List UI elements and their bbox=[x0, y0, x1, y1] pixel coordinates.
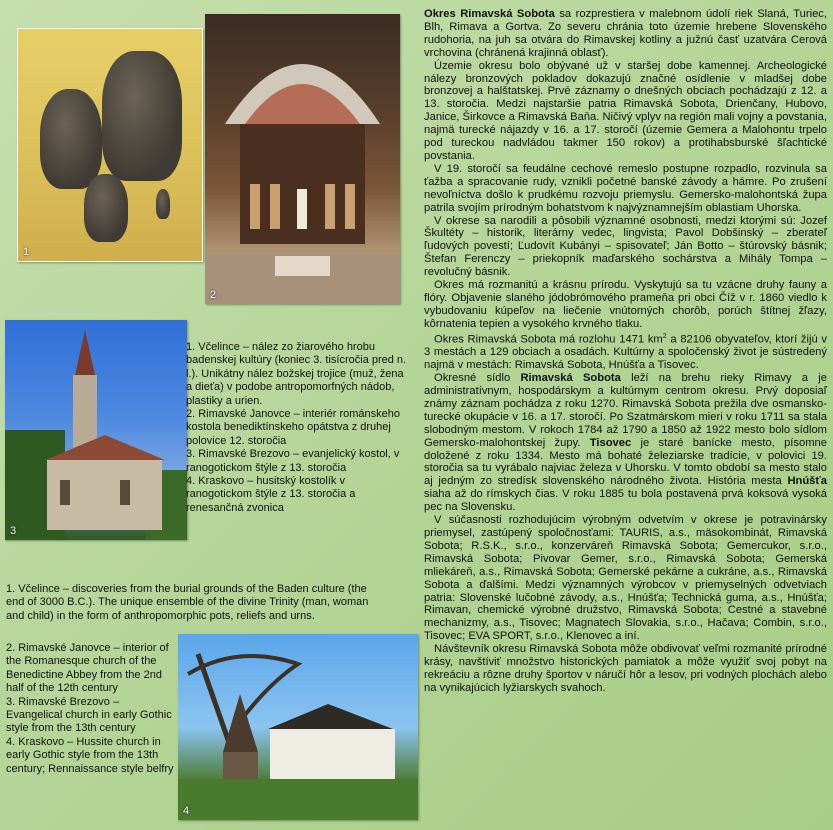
caption-en-2: 2. Rimavské Janovce – interior of the Romanesque church of the Benedictine Abbey from the 2nd half of the 12th century bbox=[6, 642, 169, 695]
towns-text: Okresné sídlo bbox=[434, 372, 521, 385]
photo-church-interior bbox=[205, 14, 400, 304]
towns-text-3: je staré banícke mesto, písomne doložené z roku 1334. Mesto má bohaté železiarske tradície, v polovici 19. storočia sa tu vyrábalo najviac železa v Uhorsku. V tomto období sa mesto stalo aj jedným zo stredísk slovenského národného života. História mesta bbox=[424, 436, 827, 488]
church-illustration bbox=[5, 320, 187, 540]
paragraph-area bbox=[424, 331, 827, 372]
town-tisovec: Tisovec bbox=[589, 436, 632, 449]
paragraph-intro bbox=[424, 8, 827, 60]
article-text bbox=[424, 8, 827, 695]
captions-english bbox=[6, 642, 174, 776]
paragraph-19th-century: V 19. storočí sa feudálne cechové remeslo postupne rozpadlo, rozvinula sa ťažba a spracovanie rudy, vznikli početné banské závody a hámre. Po zrušení nevoľníctva došlo k prudkému rozvoju priemyslu. Gemersko-malohontská župa patrila svojím prírodným bohatstvom k najvýznamnejším oblastiam Uhorska. bbox=[424, 162, 827, 214]
paragraph-towns bbox=[424, 372, 827, 514]
caption-sk-1: 1. Včelince – nález zo žiarového hrobu badenskej kultúry (koniec 3. tisícročia pred n. l.). Unikátny nález božskej trojice (muž, žena a dieťa) v podobe antropomorfných nádob, plastiky a urien. bbox=[186, 341, 407, 407]
photo-church-brezovo bbox=[5, 320, 187, 540]
interior-illustration bbox=[205, 14, 400, 304]
caption-sk-2: 2. Rimavské Janovce – interiér románskeho kostola benediktínskeho opátstva z druhej polovice 12. storočia bbox=[186, 408, 400, 447]
towns-text-4: siaha až do rímskych čias. V roku 1885 tu bola postavená prvá koksová vysoká pec na Slovensku. bbox=[424, 488, 827, 514]
photo-church-kraskovo bbox=[178, 634, 418, 820]
caption-sk-3: 3. Rimavské Brezovo – evanjelický kostol, v ranogotickom štýle z 13. storočia bbox=[186, 448, 400, 474]
caption-sk-4: 4. Kraskovo – husitský kostolík v ranogotickom štýle z 13. storočia a renesančná zvonica bbox=[186, 475, 356, 514]
caption-en-1: 1. Včelince – discoveries from the burial grounds of the Baden culture (the end of 3000 B.C.). The unique ensemble of the divine Trinity (man, woman and child) in the form of anthropomorphic pots, reliefs and urns. bbox=[6, 583, 369, 622]
intro-text: sa rozprestiera v malebnom údolí riek Slaná, Turiec, Blh, Rimava a Gortva. Zo severu chránia toto územie hrebene Slovenského rudohoria, na juh sa otvára do Rimavskej kotliny a južnú časť uzatvára Cerová vrchovina (chránená krajinná oblasť). bbox=[424, 8, 827, 59]
paragraph-nature: Okres má rozmanitú a krásnu prírodu. Vyskytujú sa tu vzácne druhy fauny a flóry. Objavenie slaného jódobrómového prameňa pri obci Číž v r. 1860 viedlo k vybudovaniu kúpeľov na liečenie vnútorných chorôb, porúch štítnej žľazy, kôrnatenia tepien a vysokého krvného tlaku. bbox=[424, 279, 827, 330]
paragraph-history: Územie okresu bolo obývané už v staršej dobe kamennej. Archeologické nálezy bronzových pokladov dokazujú značné osídlenie v mladšej dobe bronzovej a halštatskej. Prvé záznamy o dnešných obciach pochádzajú z 12. a 13. storočia. Medzi najstaršie patria Rimavská Sobota, Drienčany, Hubovo, Janice, Širkovce a Rimavská Baňa. Ničivý vplyv na región mali vojny a povstania, najmä turecké nájazdy v 16. a 17. storočí (územie Gemera a Malohontu trpelo pod tureckou nadvládou takmer 150 rokov) a protihabsburské šľachtické povstania. bbox=[424, 59, 827, 162]
figurine-child bbox=[84, 174, 128, 242]
captions-slovak bbox=[186, 341, 411, 515]
towns-text-2: leží na brehu rieky Rimavy a je administratívnym, hospodárskym a kultúrnym centrom okresu. Prvý doposiaľ známy záznam pochádza z roku 1270. Rimavská Sobota prežila dve osmansko-turecké okupácie v 16. a 17. storočí. Po Szatmárskom mieri v roku 1711 sa stala slobodným mestom. V rokoch 1784 až 1790 a 1850 až 1922 mesto bolo sídlom Gemersko-malohontskej župy. bbox=[424, 372, 827, 449]
figurine-woman bbox=[102, 51, 182, 181]
district-name: Okres Rimavská Sobota bbox=[424, 8, 555, 20]
figurine-man bbox=[40, 89, 102, 189]
photo-figurines bbox=[17, 28, 203, 262]
photo-number: 1 bbox=[23, 246, 30, 258]
kraskovo-illustration bbox=[178, 634, 418, 820]
town-hnusta: Hnúšťa bbox=[787, 475, 827, 488]
figurine-small bbox=[156, 189, 170, 219]
area-text-rest: a 82106 obyvateľov, ktorí žijú v 3 mestách a 129 obciach a osadách. Kultúrny a spoločenský život je sústredený najmä v mestách: Rimavská Sobota, Hnúšťa a Tisovec. bbox=[424, 333, 827, 372]
area-sup: 2 bbox=[662, 332, 667, 340]
photo-number: 2 bbox=[210, 289, 217, 301]
paragraph-industry: V súčasnosti rozhodujúcim výrobným odvetvím v okrese je potravinársky priemysel, zastúpený spoločnosťami: TAURIS, a.s., mäsokombinát, Rimavská Sobota; R.S.K., s.r.o., konzerváreň Rimavská Sobota; Gemercukor, s.r.o., Rimavská Sobota; Pivovar Gemer, s.r.o., Rimavská Sobota; Gemerská mliekáreň, a.s., Rimavská Sobota; Gemerské pekárne a cukráne, a.s., Rimavská Sobota a ďalšími. Medzi významných výrobcov v priemyselných odvetviach patria: Slovenské lučobné závody, a.s., Hnúšťa; Technická guma, a.s., Hnúšťa; Rimavan, chemické výrobné družstvo, Rimavská Sobota; Cestné a stavebné mechanizmy, a.s., Tisovec; Magnatech Slovakia, s.r.o., Hačava; Combin, s.r.o., Tisovec; EVA SPORT, s.r.o., Klenovec a iní. bbox=[424, 514, 827, 643]
paragraph-personalities: V okrese sa narodili a pôsobili významné osobnosti, medzi ktorými sú: Jozef Škultéty – historik, literárny vedec, lingvista; Pavol Dobšinský – zberateľ ľudových povestí; Ľudovít Kubányi – spisovateľ; Ján Botto – štúrovský básnik; Štefan Ferenczy – priekopník maďarského sochárstva a Mihály Tompa – revolučný básnik. bbox=[424, 214, 827, 279]
photo-number: 4 bbox=[183, 805, 190, 817]
caption-en-3: 3. Rimavské Brezovo – Evangelical church in early Gothic style from the 13th century bbox=[6, 695, 172, 735]
town-rimavska-sobota: Rimavská Sobota bbox=[520, 372, 621, 385]
caption-en-4: 4. Kraskovo – Hussite church in early Gothic style from the 13th century; Rennaissance style belfry bbox=[6, 735, 174, 775]
area-text: Okres Rimavská Sobota má rozlohu 1471 km bbox=[434, 333, 663, 346]
paragraph-visitors: Návštevník okresu Rimavská Sobota môže obdivovať veľmi rozmanité prírodné krásy, navštíviť množstvo historických pamiatok a môže využiť svoj pobyt na rekreáciu a rôzne druhy športov v náručí hôr a lesov, pri vodných plochách alebo na vynikajúcich lyžiarskych svahoch. bbox=[424, 643, 827, 694]
photo-number: 3 bbox=[10, 525, 17, 537]
